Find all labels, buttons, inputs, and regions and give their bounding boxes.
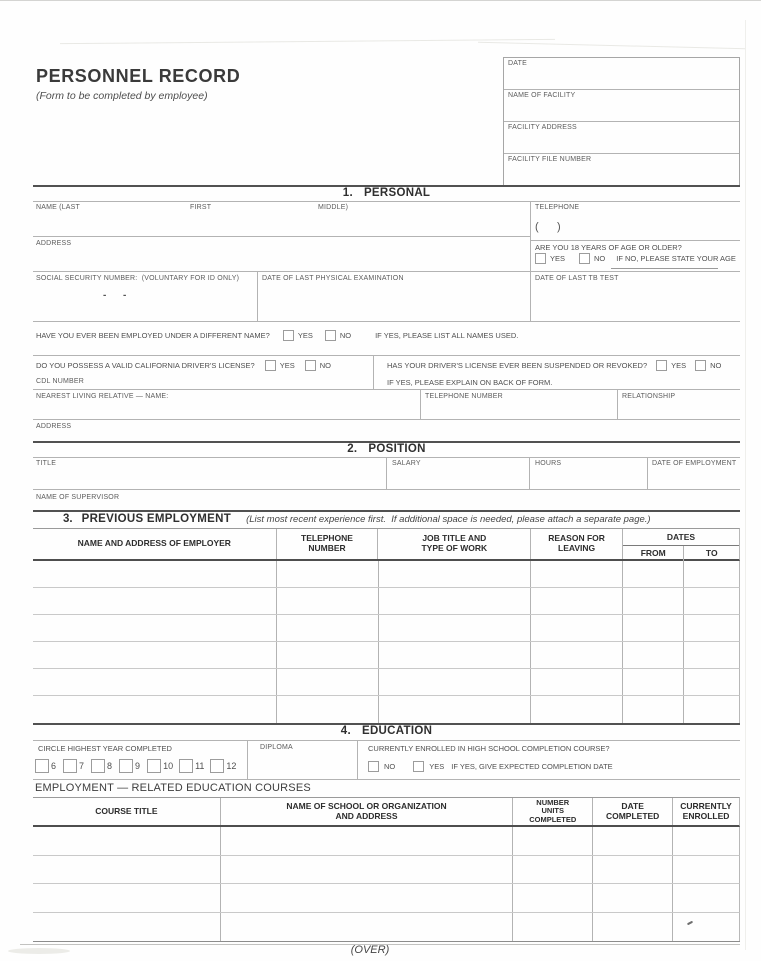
ssn-cell <box>33 272 258 322</box>
reason-cell <box>530 642 622 668</box>
col-employer <box>33 529 276 559</box>
physical-exam-label: DATE OF LAST PHYSICAL EXAMINATION <box>262 275 404 282</box>
section-number: 2. <box>347 443 358 455</box>
telephone-parens: ( ) <box>535 221 561 233</box>
relative-relationship-cell <box>618 390 740 420</box>
col-reason <box>530 529 622 559</box>
position-title-label: TITLE <box>36 460 57 467</box>
table-bottom-rule <box>33 941 740 942</box>
employer-cell <box>33 588 276 614</box>
name-first-label: FIRST <box>190 204 212 211</box>
age-question-cell <box>530 241 740 272</box>
scan-edge-line <box>745 20 746 950</box>
to-cell <box>683 696 739 723</box>
course-title-cell <box>33 827 220 855</box>
different-name-row <box>33 322 740 356</box>
grade-8-checkbox[interactable] <box>91 759 105 773</box>
to-cell <box>683 669 739 695</box>
col-telephone <box>276 529 378 559</box>
section-heading-employment <box>63 513 740 525</box>
age-no-checkbox[interactable] <box>579 253 590 264</box>
year-checkbox-row <box>35 759 236 773</box>
suspended-if-yes-label: IF YES, PLEASE EXPLAIN ON BACK OF FORM. <box>387 378 553 387</box>
facility-box <box>503 57 740 186</box>
grade-9-checkbox[interactable] <box>119 759 133 773</box>
age-yes-checkbox[interactable] <box>535 253 546 264</box>
col-from-label: FROM <box>640 548 666 558</box>
facility-name-field: NAME OF FACILITY <box>504 90 739 122</box>
date-completed-cell <box>592 856 672 884</box>
hs-no-checkbox[interactable] <box>368 761 379 772</box>
highest-year-cell <box>33 740 248 780</box>
name-row <box>33 201 530 237</box>
col-units <box>512 798 592 825</box>
name-middle-label: MIDDLE) <box>318 204 349 211</box>
employer-cell <box>33 696 276 723</box>
from-cell <box>622 669 683 695</box>
section-title: POSITION <box>368 443 426 455</box>
salary-label: SALARY <box>392 460 421 467</box>
reason-cell <box>530 561 622 587</box>
school-cell <box>220 884 513 912</box>
name-last-label: NAME (LAST <box>36 204 81 211</box>
job-title-cell <box>378 561 531 587</box>
facility-file-number-field: FACILITY FILE NUMBER <box>508 156 592 163</box>
license-yes-label: YES <box>279 361 295 370</box>
employment-row <box>33 669 740 696</box>
date-of-employment-label: DATE OF EMPLOYMENT <box>652 460 737 467</box>
telephone-cell <box>276 615 378 641</box>
education-courses-table <box>33 797 740 941</box>
over-label: (OVER) <box>350 944 390 956</box>
completion-date-label: IF YES, GIVE EXPECTED COMPLETION DATE <box>451 762 613 771</box>
scan-artifact <box>478 42 746 50</box>
highest-year-label: CIRCLE HIGHEST YEAR COMPLETED <box>38 744 172 753</box>
col-school-line2: AND ADDRESS <box>335 810 398 821</box>
reason-cell <box>530 696 622 723</box>
telephone-cell <box>530 201 740 241</box>
license-question: DO YOU POSSESS A VALID CALIFORNIA DRIVER'S LICENSE? <box>36 361 255 370</box>
cdl-number-label: CDL NUMBER <box>36 378 85 385</box>
job-title-cell <box>378 615 531 641</box>
col-date-line1: DATE <box>621 800 644 811</box>
employment-row <box>33 696 740 723</box>
from-cell <box>622 588 683 614</box>
physical-exam-cell <box>258 272 530 322</box>
grade-11-label: 11 <box>195 761 205 771</box>
col-units-line2: UNITS <box>541 806 564 816</box>
grade-7-label: 7 <box>79 761 85 771</box>
suspended-yes-label: YES <box>671 361 687 370</box>
units-cell <box>512 884 592 912</box>
license-no-label: NO <box>319 361 331 370</box>
col-units-line1: NUMBER <box>536 797 570 807</box>
telephone-cell <box>276 561 378 587</box>
to-cell <box>683 642 739 668</box>
different-name-question: HAVE YOU EVER BEEN EMPLOYED UNDER A DIFFERENT NAME? <box>36 331 270 340</box>
hs-no-label: NO <box>384 762 396 771</box>
supervisor-label: NAME OF SUPERVISOR <box>36 494 120 501</box>
from-cell <box>622 642 683 668</box>
units-cell <box>512 827 592 855</box>
page-subtitle: (Form to be completed by employee) <box>36 90 208 102</box>
license-question-row <box>36 360 331 371</box>
grade-10-checkbox[interactable] <box>147 759 161 773</box>
reason-cell <box>530 615 622 641</box>
col-dates <box>622 529 739 559</box>
employment-row <box>33 642 740 669</box>
license-yes-checkbox[interactable] <box>265 360 276 371</box>
telephone-label: TELEPHONE <box>535 204 580 211</box>
employment-row <box>33 561 740 588</box>
section-divider <box>33 510 740 512</box>
grade-12-checkbox[interactable] <box>210 759 224 773</box>
salary-cell <box>387 457 530 490</box>
tb-test-label: DATE OF LAST TB TEST <box>535 275 619 282</box>
diffname-no-label: NO <box>339 331 352 340</box>
section-title: PERSONAL <box>363 187 431 199</box>
course-row <box>33 856 740 885</box>
col-job-title <box>377 529 530 559</box>
job-title-cell <box>378 669 531 695</box>
employment-row <box>33 615 740 642</box>
tb-test-cell <box>530 272 740 322</box>
section-note: (List most recent experience first. If additional space is needed, please attach a separate page.) <box>246 514 651 525</box>
age-if-no-label: IF NO, PLEASE STATE YOUR AGE <box>616 254 736 263</box>
grade-7-checkbox[interactable] <box>63 759 77 773</box>
relative-name-label: NEAREST LIVING RELATIVE — NAME: <box>36 393 169 400</box>
date-of-employment-cell <box>648 457 740 490</box>
employer-cell <box>33 561 276 587</box>
suspended-question-row <box>387 360 721 371</box>
page-title: PERSONNEL RECORD <box>36 66 241 86</box>
relative-phone-label: TELEPHONE NUMBER <box>425 393 503 400</box>
previous-employment-table <box>33 528 740 723</box>
relative-relationship-label: RELATIONSHIP <box>622 393 676 400</box>
col-job-line1: JOB TITLE AND <box>422 533 487 544</box>
date-completed-cell <box>592 913 672 942</box>
enrolled-cell <box>672 827 739 855</box>
col-enrolled-line1: CURRENTLY <box>680 800 732 811</box>
ssn-dashes: - - <box>103 290 127 301</box>
diploma-label: DIPLOMA <box>260 744 293 751</box>
hours-label: HOURS <box>535 460 562 467</box>
supervisor-row <box>33 490 740 510</box>
from-cell <box>622 561 683 587</box>
courses-table-header <box>33 797 740 827</box>
col-reason-line2: LEAVING <box>558 543 596 553</box>
section-heading-education <box>33 725 740 737</box>
employer-cell <box>33 615 276 641</box>
col-units-line3: COMPLETED <box>529 814 577 824</box>
facility-address-field: FACILITY ADDRESS <box>504 122 739 154</box>
course-row <box>33 827 740 856</box>
suspended-no-label: NO <box>710 361 722 370</box>
enrolled-cell <box>672 856 739 884</box>
section-number: 1. <box>342 187 353 199</box>
grade-8-label: 8 <box>107 761 113 771</box>
hs-enrollment-cell <box>358 740 740 780</box>
school-cell <box>220 913 513 942</box>
address-label: ADDRESS <box>36 240 72 247</box>
grade-9-label: 9 <box>135 761 141 771</box>
employment-table-header <box>33 528 740 561</box>
from-cell <box>622 615 683 641</box>
diffname-yes-label: YES <box>297 331 313 340</box>
grade-10-label: 10 <box>163 761 174 771</box>
reason-cell <box>530 588 622 614</box>
ssn-label: SOCIAL SECURITY NUMBER: (VOLUNTARY FOR ID ONLY) <box>36 275 240 282</box>
col-course-title <box>33 798 220 825</box>
job-title-cell <box>378 696 531 723</box>
section-heading-position <box>33 443 740 455</box>
diploma-cell <box>248 740 358 780</box>
units-cell <box>512 856 592 884</box>
age-no-label: NO <box>594 254 606 263</box>
job-title-cell <box>378 642 531 668</box>
course-row <box>33 913 740 942</box>
course-title-cell <box>33 856 220 884</box>
school-cell <box>220 827 513 855</box>
telephone-cell <box>276 588 378 614</box>
employer-cell <box>33 669 276 695</box>
suspended-question: HAS YOUR DRIVER'S LICENSE EVER BEEN SUSPENDED OR REVOKED? <box>387 361 648 370</box>
col-date-completed <box>592 798 672 825</box>
course-title-cell <box>33 884 220 912</box>
grade-6-checkbox[interactable] <box>35 759 49 773</box>
different-name-question-row <box>36 330 518 341</box>
job-title-cell <box>378 588 531 614</box>
telephone-cell <box>276 696 378 723</box>
section-title: PREVIOUS EMPLOYMENT <box>81 513 232 525</box>
col-to-label: TO <box>683 546 739 561</box>
enrolled-cell <box>672 913 739 942</box>
from-cell <box>622 696 683 723</box>
section-number: 3. <box>63 513 73 525</box>
col-currently-enrolled <box>672 798 739 825</box>
relative-phone-cell <box>421 390 618 420</box>
employer-cell <box>33 642 276 668</box>
courses-heading: EMPLOYMENT — RELATED EDUCATION COURSES <box>35 782 311 794</box>
grade-6-label: 6 <box>51 761 57 771</box>
enrolled-cell <box>672 884 739 912</box>
col-telephone-line1: TELEPHONE <box>301 533 353 544</box>
hours-cell <box>530 457 648 490</box>
col-telephone-line2: NUMBER <box>308 543 346 553</box>
relative-name-cell <box>33 390 421 420</box>
license-suspended-cell <box>374 356 740 390</box>
section-number: 4. <box>340 725 351 737</box>
age-answer-row <box>535 253 736 264</box>
hs-yes-checkbox[interactable] <box>413 761 424 772</box>
section-heading-personal <box>33 187 740 199</box>
course-row <box>33 884 740 913</box>
units-cell <box>512 913 592 942</box>
diffname-no-checkbox[interactable] <box>325 330 336 341</box>
employment-row <box>33 588 740 615</box>
section-title: EDUCATION <box>361 725 433 737</box>
school-cell <box>220 856 513 884</box>
col-course-title-label: COURSE TITLE <box>95 805 158 816</box>
hs-yes-label: YES <box>429 762 445 771</box>
diffname-if-yes-label: IF YES, PLEASE LIST ALL NAMES USED. <box>375 331 519 340</box>
reason-cell <box>530 669 622 695</box>
col-date-line2: COMPLETED <box>605 810 660 821</box>
hs-enrollment-answer-row <box>368 761 752 772</box>
grade-11-checkbox[interactable] <box>179 759 193 773</box>
license-no-checkbox[interactable] <box>305 360 316 371</box>
relative-address-label: ADDRESS <box>36 423 72 430</box>
to-cell <box>683 588 739 614</box>
position-title-cell <box>33 457 387 490</box>
diffname-yes-checkbox[interactable] <box>283 330 294 341</box>
age-blank-line[interactable] <box>611 268 718 269</box>
col-employer-label: NAME AND ADDRESS OF EMPLOYER <box>77 538 231 549</box>
col-job-line2: TYPE OF WORK <box>421 543 488 553</box>
telephone-cell <box>276 669 378 695</box>
hs-enrollment-question: CURRENTLY ENROLLED IN HIGH SCHOOL COMPLETION COURSE? <box>368 744 610 753</box>
grade-12-label: 12 <box>226 761 237 771</box>
suspended-no-checkbox[interactable] <box>695 360 706 371</box>
suspended-yes-checkbox[interactable] <box>656 360 667 371</box>
date-field: DATE <box>504 58 739 90</box>
telephone-cell <box>276 642 378 668</box>
relative-address-row <box>33 420 740 441</box>
to-cell <box>683 615 739 641</box>
license-cell <box>33 356 374 390</box>
col-dates-label: DATES <box>623 529 739 546</box>
age-question-label: ARE YOU 18 YEARS OF AGE OR OLDER? <box>535 243 682 252</box>
date-completed-cell <box>592 827 672 855</box>
age-yes-label: YES <box>550 254 566 263</box>
address-row <box>33 237 530 272</box>
col-school <box>220 798 513 825</box>
date-completed-cell <box>592 884 672 912</box>
col-enrolled-line2: ENROLLED <box>682 810 730 821</box>
col-school-line1: NAME OF SCHOOL OR ORGANIZATION <box>286 800 447 811</box>
to-cell <box>683 561 739 587</box>
col-reason-line1: REASON FOR <box>548 533 605 544</box>
course-title-cell <box>33 913 220 942</box>
scan-edge-line <box>0 0 761 1</box>
